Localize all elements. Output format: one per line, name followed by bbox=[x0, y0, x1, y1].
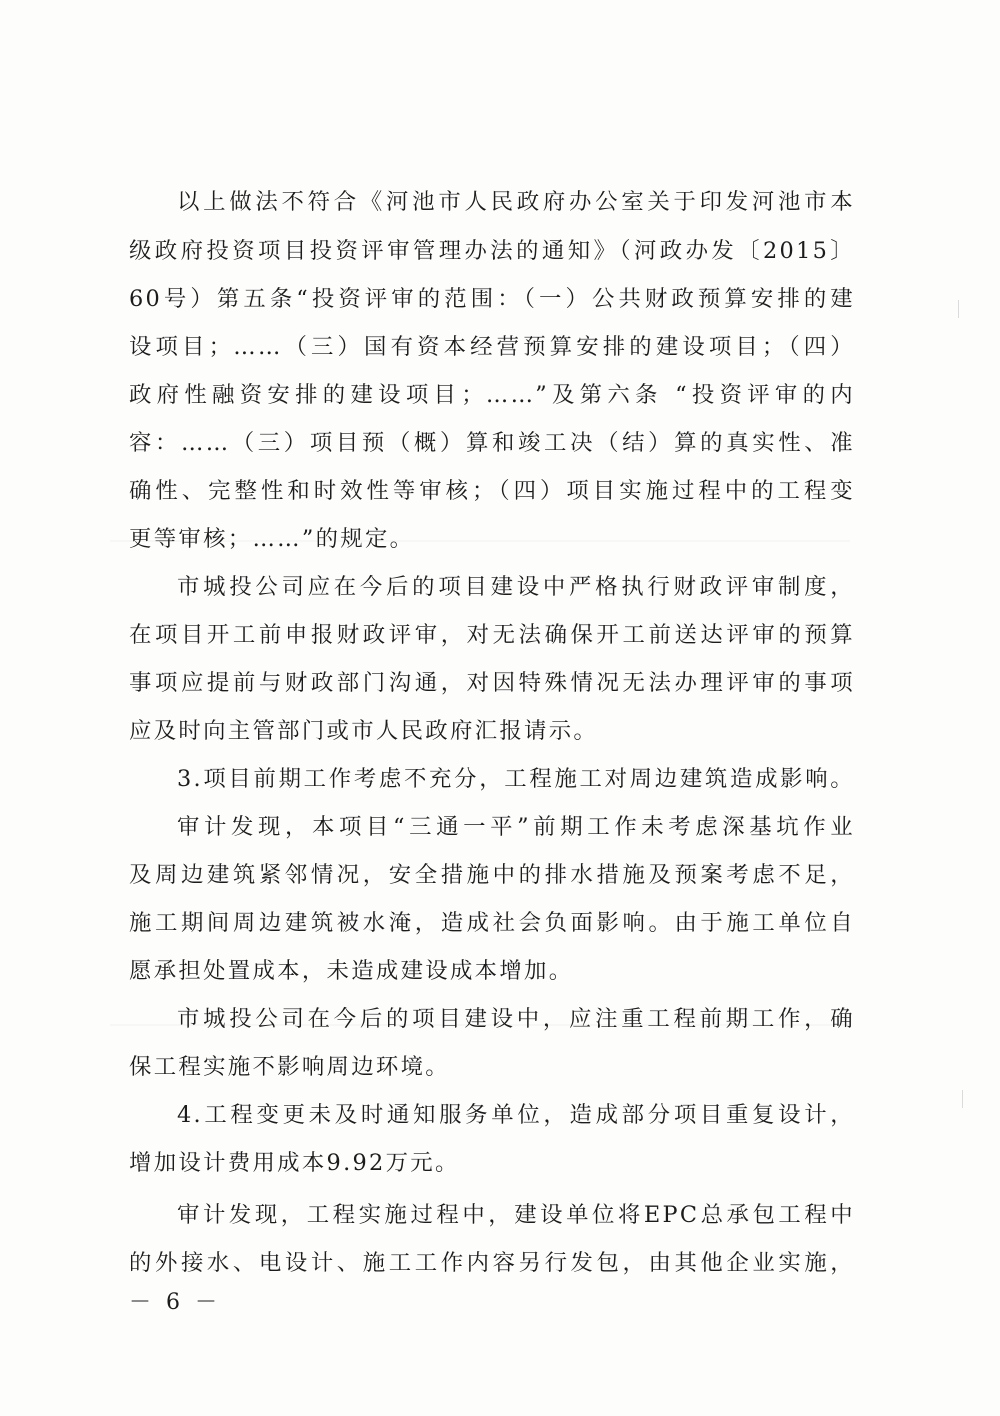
body-line: 事项应提前与财政部门沟通，对因特殊情况无法办理评审的事项 bbox=[129, 670, 855, 696]
body-line: 施工期间周边建筑被水淹，造成社会负面影响。由于施工单位自 bbox=[129, 910, 855, 936]
scan-edge-mark bbox=[962, 1090, 969, 1108]
body-line: 审计发现，本项目“三通一平”前期工作未考虑深基坑作业 bbox=[177, 814, 855, 840]
section-heading: 4.工程变更未及时通知服务单位，造成部分项目重复设计， bbox=[177, 1102, 855, 1128]
body-line: 以上做法不符合《河池市人民政府办公室关于印发河池市本 bbox=[177, 189, 855, 215]
body-line: 增加设计费用成本9.92万元。 bbox=[129, 1150, 460, 1176]
body-line: 容：……（三）项目预（概）算和竣工决（结）算的真实性、准 bbox=[129, 430, 855, 456]
body-line: 的外接水、电设计、施工工作内容另行发包，由其他企业实施， bbox=[129, 1250, 855, 1276]
body-line: 市城投公司应在今后的项目建设中严格执行财政评审制度， bbox=[177, 574, 855, 600]
body-line: 在项目开工前申报财政评审，对无法确保开工前送达评审的预算 bbox=[129, 622, 855, 648]
body-line: 更等审核；……”的规定。 bbox=[129, 526, 415, 552]
body-line: 审计发现，工程实施过程中，建设单位将EPC总承包工程中 bbox=[177, 1202, 855, 1228]
body-line: 级政府投资项目投资评审管理办法的通知》（河政办发〔2015〕 bbox=[129, 238, 855, 264]
body-line: 应及时向主管部门或市人民政府汇报请示。 bbox=[129, 718, 599, 744]
body-line: 愿承担处置成本，未造成建设成本增加。 bbox=[129, 958, 574, 984]
body-line: 政府性融资安排的建设项目；……”及第六条 “投资评审的内 bbox=[129, 382, 855, 408]
body-line: 设项目；……（三）国有资本经营预算安排的建设项目；（四） bbox=[129, 334, 855, 360]
body-line: 及周边建筑紧邻情况，安全措施中的排水措施及预案考虑不足， bbox=[129, 862, 855, 888]
section-heading: 3.项目前期工作考虑不充分，工程施工对周边建筑造成影响。 bbox=[177, 766, 855, 792]
body-line: 市城投公司在今后的项目建设中，应注重工程前期工作，确 bbox=[177, 1006, 855, 1032]
page-number: － 6 － bbox=[129, 1290, 221, 1315]
body-line: 保工程实施不影响周边环境。 bbox=[129, 1054, 450, 1080]
body-line: 确性、完整性和时效性等审核；（四）项目实施过程中的工程变 bbox=[129, 478, 855, 504]
scan-edge-mark bbox=[958, 300, 965, 318]
body-line: 60号）第五条“投资评审的范围：（一）公共财政预算安排的建 bbox=[129, 286, 855, 312]
